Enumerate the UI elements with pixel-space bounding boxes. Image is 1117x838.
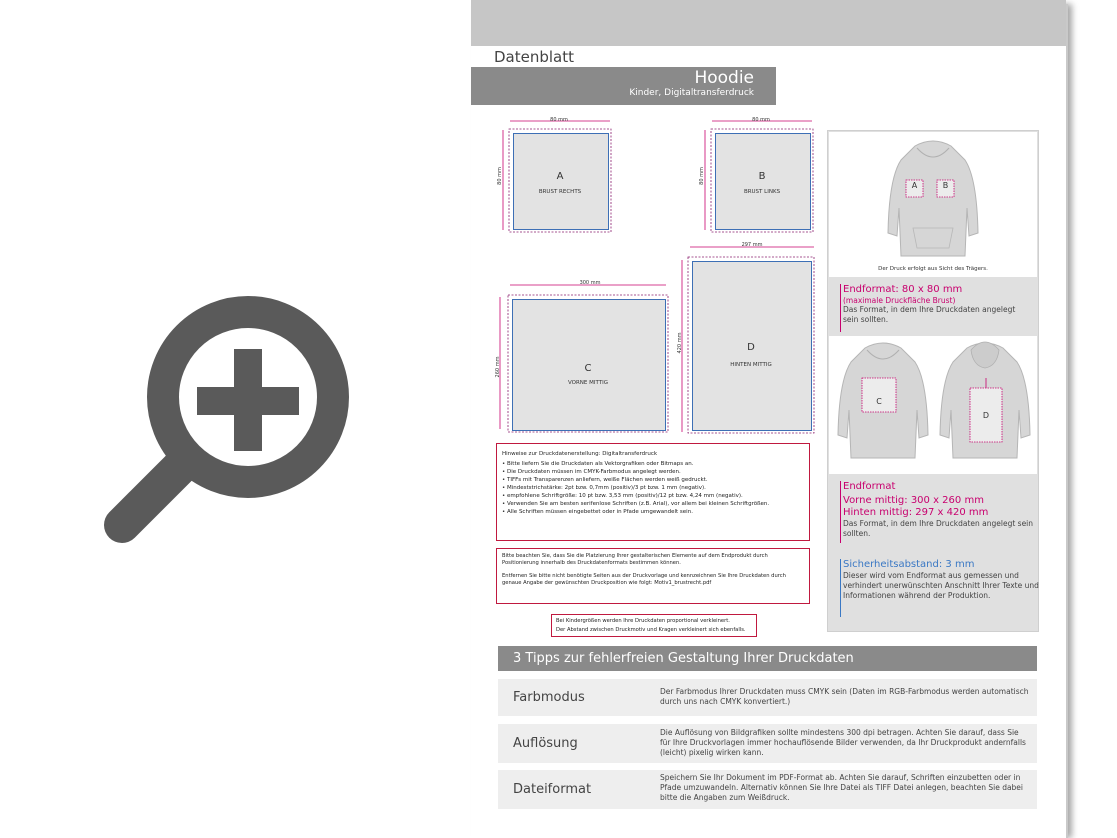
- placement-a-letter: A: [556, 171, 564, 182]
- note-item: • Bitte liefern Sie die Druckdaten als Vektorgrafiken oder Bitmaps an.: [502, 461, 694, 467]
- notes-heading: Hinweise zur Druckdatenerstellung: Digitaltransferdruck: [502, 451, 658, 457]
- tip-row: [498, 770, 1037, 809]
- endformat-chest-title: Endformat: 80 x 80 mm: [843, 284, 963, 295]
- tip-label-farbmodus: Farbmodus: [513, 690, 585, 705]
- hoodie-front-image: [885, 138, 981, 258]
- endformat-chest: [840, 284, 1033, 332]
- endformat-large-title: Endformat: [843, 481, 896, 492]
- safety-title: Sicherheitsabstand: 3 mm: [843, 559, 975, 570]
- warning-pages: Entfernen Sie bitte nicht benötigte Seiten aus der Druckvorlage und kennzeichnen Sie Ihre Druckdaten durch genaue Angabe der gewünschten Druckposition wie folgt: Motiv1_brustrecht.pdf: [502, 573, 786, 586]
- endformat-back: Hinten mittig: 297 x 420 mm: [843, 507, 989, 518]
- warning-box: [496, 548, 810, 604]
- endformat-front: Vorne mittig: 300 x 260 mm: [843, 495, 984, 506]
- tip-label-dateiformat: Dateiformat: [513, 782, 592, 797]
- kids-note-1: Bei Kindergrößen werden Ihre Druckdaten proportional verkleinert.: [556, 618, 730, 624]
- placement-a: [499, 116, 614, 236]
- zoom-in-icon[interactable]: [100, 285, 370, 555]
- kids-note-2: Der Abstand zwischen Druckmotiv und Kragen verkleinert sich ebenfalls.: [556, 627, 746, 633]
- safety-margin: [840, 559, 1039, 617]
- endformat-large: [840, 481, 1039, 543]
- front-hoodie-cell: [829, 132, 1037, 277]
- placement-d: [676, 240, 816, 436]
- placement-b-letter: B: [758, 171, 766, 182]
- front-back-hoodie-cell: [829, 336, 1037, 474]
- placement-c-height: 260 mm: [495, 356, 501, 378]
- hoodie-front-a: A: [911, 181, 918, 190]
- warning-placement: Bitte beachten Sie, dass Sie die Platzierung Ihrer gestalterischen Elemente auf dem Endprodukt durch Positionierung innerhalb des Druckdatenformats bestimmen können.: [502, 553, 768, 566]
- placement-b-height: 80 mm: [699, 167, 705, 185]
- info-panel: [827, 130, 1039, 632]
- note-item: • Mindeststrichstärke: 2pt bzw. 0,7mm (positiv)/3 pt bzw. 1 mm (negativ).: [502, 485, 706, 491]
- note-item: • Alle Schriften müssen eingebettet oder in Pfade umgewandelt sein.: [502, 509, 693, 515]
- tip-text-dateiformat: Speichern Sie Ihr Dokument im PDF-Format ab. Achten Sie darauf, Schriften einzubetten oder in Pfade umzuwandeln. Alternativ können Sie Ihre Datei als TIFF Datei anlegen, beachten Sie dabei bitte die Angaben zum Weißdruck.: [660, 773, 1024, 802]
- placement-b-width: 80 mm: [752, 117, 770, 123]
- product-subtitle: Kinder, Digitaltransferdruck: [629, 88, 754, 98]
- note-item: • TIFFs mit Transparenzen anliefern, weiße Flächen werden weiß gedruckt.: [502, 477, 708, 483]
- placement-b: [701, 116, 816, 236]
- tip-row: [498, 679, 1037, 716]
- placement-c-width: 300 mm: [579, 280, 601, 286]
- tip-text-aufloesung: Die Auflösung von Bildgrafiken sollte mindestens 300 dpi betragen. Achten Sie darauf, dass Sie für Ihre Druckvorlagen immer hochauflösende Bilder verwenden, da Ihr Druckprodukt andernfalls (leicht) pixelig wirken kann.: [660, 728, 1026, 757]
- placement-a-label: BRUST RECHTS: [538, 189, 582, 195]
- placement-d-height: 420 mm: [677, 332, 683, 354]
- view-caption: Der Druck erfolgt aus Sicht des Trägers.: [878, 266, 988, 272]
- placement-c: [494, 279, 674, 434]
- datasheet-page: [471, 0, 1066, 838]
- tip-text-farbmodus: Der Farbmodus Ihrer Druckdaten muss CMYK sein (Daten im RGB-Farbmodus werden automatisch durch uns nach CMYK konvertiert.): [660, 687, 1029, 706]
- placement-d-label: HINTEN MITTIG: [730, 362, 772, 368]
- tab-datenblatt: Datenblatt: [481, 47, 591, 67]
- placement-d-width: 297 mm: [741, 242, 763, 248]
- endformat-chest-sub: (maximale Druckfläche Brust): [843, 296, 956, 305]
- placement-a-width: 80 mm: [550, 117, 568, 123]
- kids-note-box: [551, 614, 757, 637]
- note-item: • Die Druckdaten müssen im CMYK-Farbmodus angelegt werden.: [502, 469, 681, 475]
- endformat-chest-desc: Das Format, in dem Ihre Druckdaten angelegt sein sollten.: [843, 305, 1016, 324]
- title-bar: [471, 67, 776, 105]
- tips-heading: 3 Tipps zur fehlerfreien Gestaltung Ihrer Druckdaten: [498, 646, 1037, 671]
- placement-a-height: 80 mm: [497, 167, 503, 185]
- note-item: • empfohlene Schriftgröße: 10 pt bzw. 3,53 mm (positiv)/12 pt bzw. 4,24 mm (negativ).: [502, 493, 743, 499]
- product-title: Hoodie: [694, 68, 754, 88]
- note-item: • Verwenden Sie am besten serifenlose Schriften (z.B. Arial), vor allem bei kleinen Schriftgrößen.: [502, 501, 770, 507]
- notes-box: [496, 443, 810, 541]
- safety-desc: Dieser wird vom Endformat aus gemessen und verhindert unerwünschten Anschnitt Ihrer Texte und Informationen während der Produktion.: [843, 571, 1039, 600]
- hoodie-c-label: C: [876, 397, 882, 406]
- tip-label-aufloesung: Auflösung: [513, 736, 578, 751]
- hoodie-front-b: B: [942, 181, 949, 190]
- placement-c-letter: C: [584, 363, 592, 374]
- placement-b-label: BRUST LINKS: [743, 189, 781, 195]
- hoodie-back-image: [937, 340, 1033, 460]
- placement-c-label: VORNE MITTIG: [567, 380, 609, 386]
- placement-d-letter: D: [747, 342, 755, 353]
- hoodie-d-label: D: [982, 411, 990, 420]
- tip-row: [498, 724, 1037, 763]
- endformat-large-desc: Das Format, in dem Ihre Druckdaten angelegt sein sollten.: [843, 519, 1034, 538]
- top-bar: [471, 0, 1066, 46]
